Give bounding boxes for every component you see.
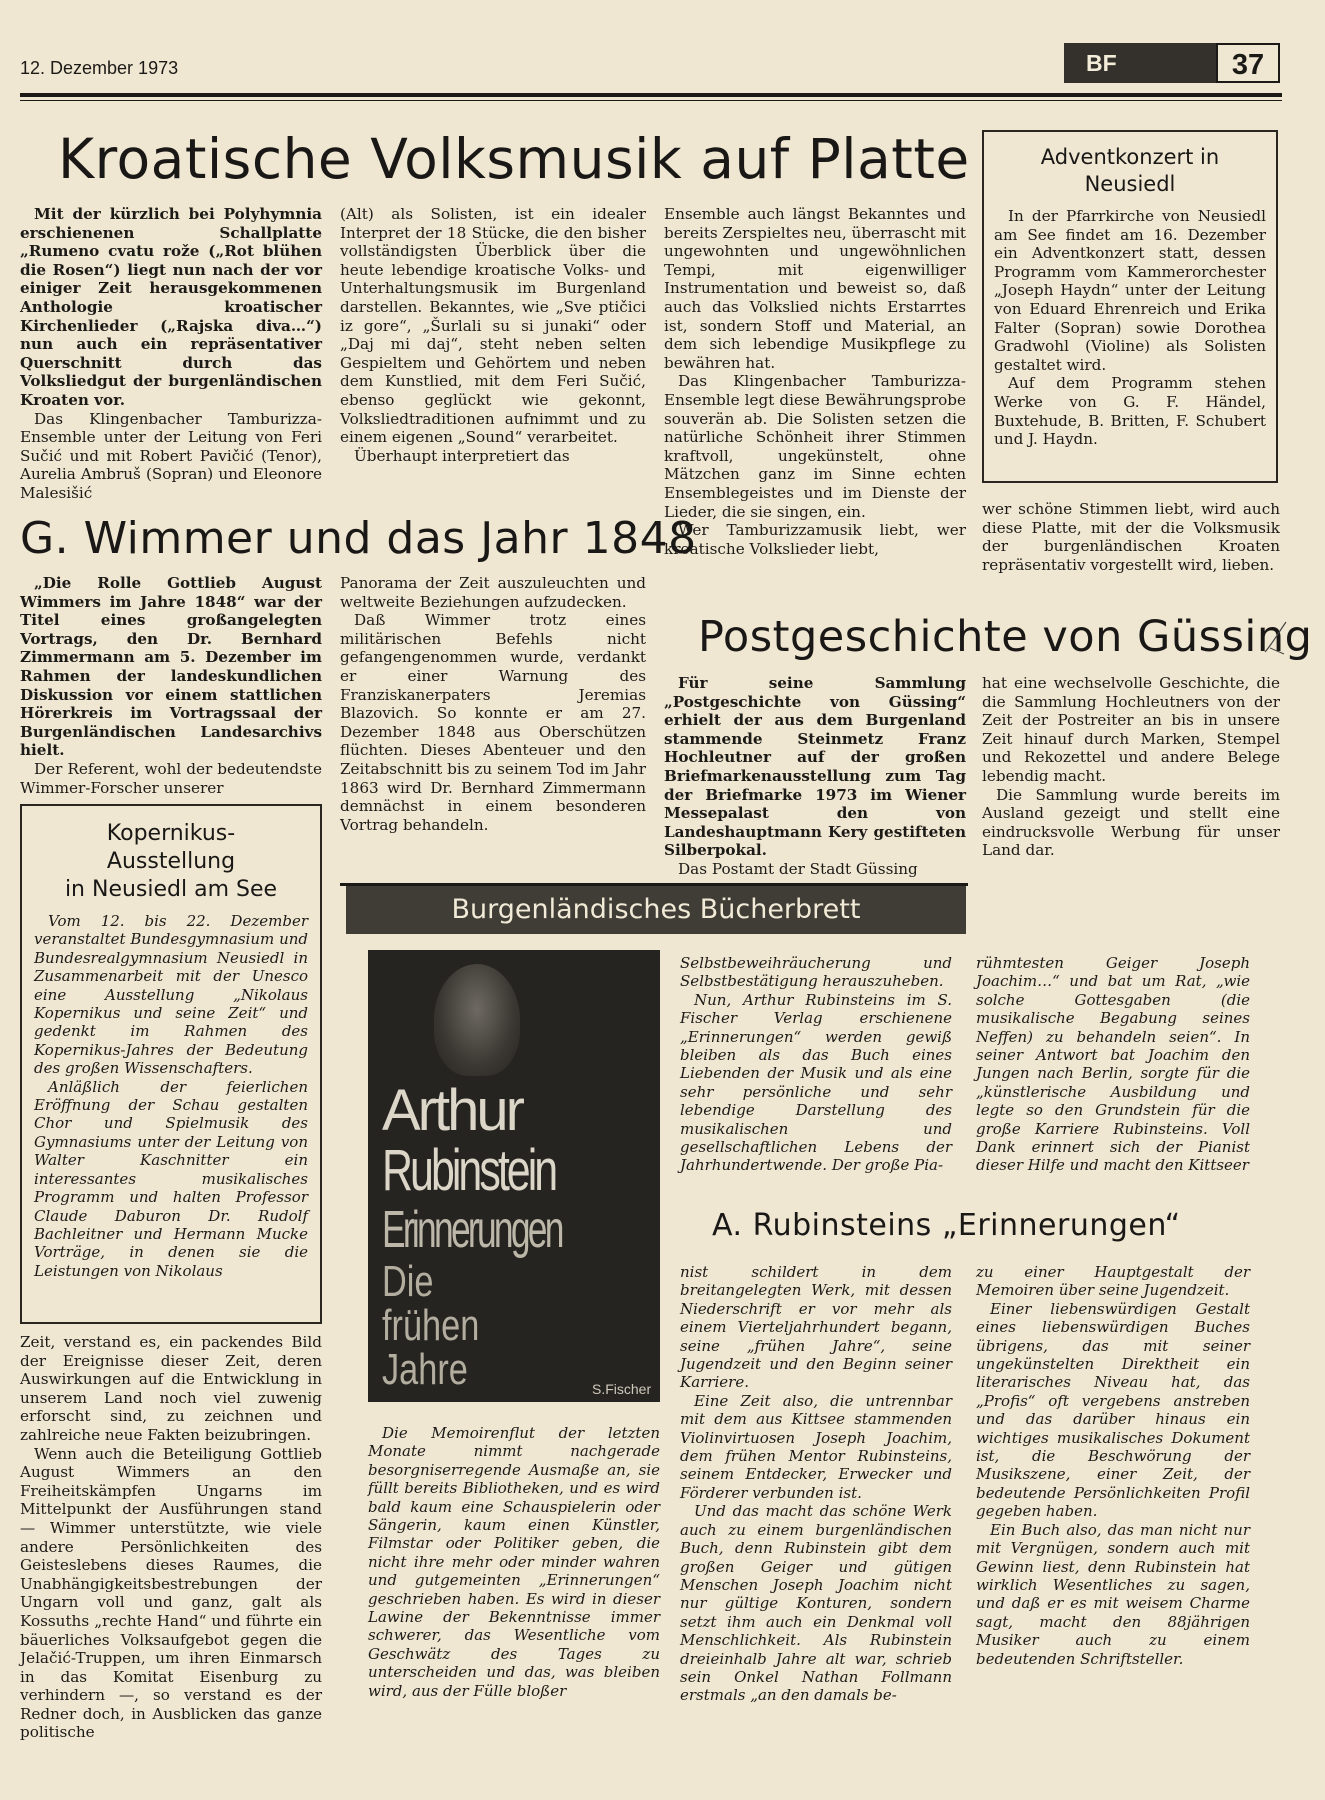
wimmer-continuation bbox=[20, 1333, 322, 1742]
post-paragraph: Das Postamt der Stadt Güssing bbox=[678, 859, 918, 878]
rubinstein-paragraph: Die Memoirenflut der letzten Monate nimmt nachgerade besorgniserregende Ausmaße an, sie füllt bereits Bibliotheken, und es wird bald kaum eine Schauspielerin oder Sängerin, kaum einen Künstler, Filmstar oder Politiker geben, die nicht ihre mehr oder minder wahren und gutgemeinten „Erinnerungen“ geschrieben haben. Es wird in dieser Lawine der Bekenntnisse immer schwerer, das Wesentliche vom Geschwätz des Tages zu unterscheiden und das, was bleiben wird, aus der Fülle bloßer bbox=[368, 1424, 660, 1700]
cover-author-first: Arthur bbox=[382, 1078, 522, 1143]
kopernikus-title-line: Ausstellung bbox=[106, 849, 236, 874]
header-rule-thin bbox=[20, 100, 1282, 101]
cover-subtitle-2: frühen bbox=[382, 1301, 480, 1350]
wimmer-col-1 bbox=[20, 574, 322, 797]
advent-paragraph: In der Pfarrkirche von Neusiedl am See findet am 16. Dezember ein Adventkonzert statt, dessen Programm vom Kammerorchester „Joseph Haydn“ unter der Leitung von Eduard Ehrenreich und Erika Falter (Sopran) sowie Dorothea Gradwohl (Violine) als Solisten gestaltet wird. bbox=[994, 207, 1266, 374]
header-rule bbox=[20, 93, 1282, 97]
rubinstein-col-c bbox=[680, 1263, 952, 1705]
buecherbrett-banner: Burgenländisches Bücherbrett bbox=[346, 886, 966, 934]
kopernikus-paragraph: Vom 12. bis 22. Dezember veranstaltet Bundesgymnasium und Bundesrealgymnasium Neusiedl in Zusammenarbeit mit der Unesco eine Ausstellung „Nikolaus Kopernikus und seine Zeit“ und gedenkt im Rahmen des Kopernikus-Jahres der Bedeutung des großen Wissenschafters. bbox=[34, 912, 308, 1078]
section-tag bbox=[1064, 43, 1216, 83]
section-tag-label: BF bbox=[1086, 50, 1117, 76]
advent-title: Adventkonzert in Neusiedl bbox=[1040, 145, 1220, 196]
rubinstein-col-b bbox=[976, 954, 1250, 1175]
kroatische-paragraph: wer schöne Stimmen liebt, wird auch diese Platte, mit der die Volksmusik der burgenländischen Kroaten repräsentativ vorgestellt wird, lieben. bbox=[982, 500, 1280, 574]
rubinstein-paragraph: Und das macht das schöne Werk auch zu einem burgenländischen Buch, denn Rubinstein gibt dem großen Geiger und gütigen Menschen Joseph Joachim nicht nur gültige Konturen, sondern setzt ihm auch ein Denkmal voll Menschlichkeit. Als Rubinstein dreieinhalb Jahre alt war, schrieb sein Onkel Nathan Follmann erstmals „an den damals be- bbox=[680, 1502, 952, 1705]
book-cover bbox=[368, 950, 660, 1402]
cover-subtitle-1: Die bbox=[382, 1257, 434, 1306]
author-portrait bbox=[434, 964, 520, 1076]
rubinstein-col-a bbox=[680, 954, 952, 1175]
advent-paragraph: Auf dem Programm stehen Werke von G. F. Händel, Buxtehude, B. Britten, F. Schubert und J. Haydn. bbox=[994, 374, 1266, 449]
rubinstein-col-d bbox=[976, 1263, 1250, 1668]
wimmer-lead: „Die Rolle Gottlieb August Wimmers im Jahre 1848“ war der Titel eines großangelegten Vortrags, den Dr. Bernhard Zimmermann am 5. Dezember im Rahmen der landeskundlichen Diskussion vor einem stattlichen Hörerkreis im Vortragssaal der Burgenländischen Landesarchivs hielt. bbox=[20, 574, 322, 760]
kopernikus-title bbox=[34, 820, 308, 904]
rubinstein-paragraph: nist schildert in dem breitangelegten Werk, mit dessen Niederschrift er vor mehr als einem Vierteljahrhundert begann, seine „frühen Jahre“, seine Jugendzeit und den Beginn seiner Karriere. bbox=[680, 1263, 952, 1392]
rubinstein-paragraph: Eine Zeit also, die untrennbar mit dem aus Kittsee stammenden Violinvirtuosen Joseph Joachim, dem frühen Mentor Rubinsteins, seinem Entdecker, Erwecker und Förderer verbunden ist. bbox=[680, 1391, 952, 1502]
rubinstein-paragraph: Einer liebenswürdigen Gestalt eines liebenswürdigen Buches übrigens, das mit seiner ungekünstelten Direktheit ein literarisches Niveau hat, das „Profis“ oft vergebens anstreben und das darüber hinaus ein wichtiges musikalisches Dokument ist, die Beschwörung der Musikszene, einer Zeit, der bedeutende Persönlichkeiten Profil gegeben haben. bbox=[976, 1299, 1250, 1521]
kroatische-paragraph: Überhaupt interpretiert das bbox=[354, 446, 570, 465]
rubinstein-under-cover bbox=[368, 1424, 660, 1700]
post-lead: Für seine Sammlung „Postgeschichte von Güssing“ erhielt der aus dem Burgenland stammende Steinmetz Franz Hochleutner auf der großen Briefmarkenausstellung zum Tag der Briefmarke 1973 im Wiener Messepalast den von Landeshauptmann Kery gestifteten Silberpokal. bbox=[664, 674, 966, 860]
advent-box bbox=[982, 130, 1278, 483]
post-paragraph: Die Sammlung wurde bereits im Ausland gezeigt und stellt eine eindrucksvolle Werbung für unser Land dar. bbox=[982, 785, 1280, 860]
wimmer-paragraph: Zeit, verstand es, ein packendes Bild der Ereignisse dieser Zeit, deren Auswirkungen auf die Entwicklung in unserem Land noch viel zuwenig erforscht sind, zu zeichnen und zahlreiche neue Fakten beizubringen. bbox=[20, 1333, 322, 1444]
wimmer-paragraph: Wenn auch die Beteiligung Gottlieb August Wimmers an den Freiheitskämpfen Ungarns im Mittelpunkt der Ausführungen stand — Wimmer unterstützte, wie viele andere Persönlichkeiten des Geisteslebens dieses Raumes, die Unabhängigkeitsbestrebungen der Ungarn voll und ganz, galt als Kossuths „rechte Hand“ und führte ein bäuerliches Volksaufgebot gegen die Jelačić-Truppen, um ihren Einmarsch in das Komitat Eisenburg zu verhindern —, so verstand es der Redner doch, in Ausblicken das ganze politische bbox=[20, 1444, 322, 1742]
pencil-mark bbox=[1262, 618, 1288, 658]
kopernikus-box bbox=[20, 804, 322, 1324]
wimmer-paragraph: Panorama der Zeit auszuleuchten und weltweite Beziehungen aufzudecken. bbox=[340, 574, 646, 611]
kopernikus-paragraph: Anläßlich der feierlichen Eröffnung der Schau gestalten Chor und Spielmusik des Gymnasiums unter der Leitung von Walter Kaschnitter ein interessantes musikalisches Programm und halten Professor Claude Daburon Dr. Rudolf Bachleitner und Hermann Mucke Vorträge, in denen sie die Leistungen von Nikolaus bbox=[34, 1077, 308, 1280]
cover-publisher: S.Fischer bbox=[592, 1381, 652, 1397]
rubinstein-paragraph: Nun, Arthur Rubinsteins im S. Fischer Verlag erschienene „Erinnerungen“ werden gewiß bleiben als das Buch eines Liebenden der Musik und als eine sehr persönliche und sehr lebendige Darstellung des musikalischen und gesellschaftlichen Lebens der Jahrhundertwende. Der große Pia- bbox=[680, 990, 952, 1175]
cover-title: Erinnerungen bbox=[382, 1201, 562, 1259]
advent-text bbox=[994, 207, 1266, 449]
kroatische-paragraph: (Alt) als Solisten, ist ein idealer Interpret der 18 Stücke, die den bisher vollständigsten Überblick über die heute lebendige kroatische Volks- und Unterhaltungsmusik im Burgenland darstellen. Bekanntes, wie „Sve ptičici iz gore“, „Šurlali su si junaki“ oder „Daj mi daj“, steht neben selten Gespieltem und Gehörtem und neben dem Kunstlied, mit dem Feri Sučić, ebenso geglückt wie gekonnt, Volksliedtraditionen aufnimmt und zu einem eigenen „Sound“ verarbeitet. bbox=[340, 205, 646, 447]
kroatische-paragraph: Ensemble auch längst Bekanntes und bereits Zerspieltes neu, überrascht mit ungewohnten und ungewöhnlichen Tempi, mit eigenwilliger Instrumentation und beweist so, daß auch das Volkslied nichts Erstarrtes ist, sondern Stoff und Material, an dem sich lebendige Musikpflege zu bewähren hat. bbox=[664, 205, 966, 372]
wimmer-paragraph: Der Referent, wohl der bedeutendste Wimmer-Forscher unserer bbox=[20, 759, 322, 797]
headline-kroatische: Kroatische Volksmusik auf Platte bbox=[58, 127, 970, 191]
post-col-2 bbox=[982, 674, 1280, 860]
kopernikus-text bbox=[34, 912, 308, 1280]
post-col-1 bbox=[664, 674, 966, 879]
kroatische-paragraph: Wer Tamburizzamusik liebt, wer kroatische Volkslieder liebt, bbox=[664, 521, 966, 558]
kopernikus-title-line: Kopernikus- bbox=[106, 821, 236, 846]
page-date: 12. Dezember 1973 bbox=[20, 58, 179, 78]
kroatische-paragraph: Das Klingenbacher Tamburizza-Ensemble unter der Leitung von Feri Sučić und mit Robert Pavičić (Tenor), Aurelia Ambruš (Sopran) und Eleonore Malesišić bbox=[20, 409, 322, 502]
rubinstein-paragraph: Selbstbeweihräucherung und Selbstbestätigung herauszuheben. bbox=[680, 954, 952, 991]
wimmer-col-2 bbox=[340, 574, 646, 834]
cover-subtitle-3: Jahre bbox=[382, 1345, 468, 1394]
rubinstein-paragraph: Ein Buch also, das man nicht nur mit Vergnügen, sondern auch mit Gewinn liest, denn Rubinstein hat wirklich Wesentliches zu sagen, und daß er es mit weisem Charme sagt, macht den 88jährigen Musiker auch zu einem bedeutenden Schriftsteller. bbox=[976, 1520, 1250, 1668]
pencil-mark-icon bbox=[1262, 618, 1288, 658]
page-number: 37 bbox=[1216, 43, 1280, 83]
wimmer-paragraph: Daß Wimmer trotz eines militärischen Befehls nicht gefangengenommen wurde, verdankt er einer Warnung des Franziskanerpaters Jeremias Blazovich. So konnte er am 27. Dezember 1848 aus Oberschützen flüchten. Dieses Abenteuer und den Zeitabschnitt bis zu seinem Tod im Jahr 1863 wird Dr. Bernhard Zimmermann demnächst in einem besonderen Vortrag behandeln. bbox=[340, 611, 646, 834]
kroatische-col-3 bbox=[664, 205, 966, 558]
kroatische-col-1 bbox=[20, 205, 322, 503]
kroatische-paragraph: Das Klingenbacher Tamburizza-Ensemble legt diese Bewährungsprobe souverän ab. Die Solisten setzen die natürliche Schönheit ihrer Stimmen kraftvoll, ungekünstelt, ohne Mätzchen ganz im Sinne echten Ensemblegeistes und im Dienste der Lieder, die sie singen, ein. bbox=[664, 372, 966, 521]
kroatische-lead: Mit der kürzlich bei Polyhymnia erschienenen Schallplatte „Rumeno cvatu rože („Rot blühen die Rosen“) liegt nun nach der vor einiger Zeit herausgekommenen Anthologie kroatischer Kirchenlieder („Rajska diva…“) nun auch ein repräsentativer Querschnitt durch das Volksliedgut der burgenländischen Kroaten vor. bbox=[20, 205, 322, 409]
cover-author-last: Rubinstein bbox=[382, 1138, 556, 1203]
kroatische-col-2 bbox=[340, 205, 646, 465]
headline-rubinstein: A. Rubinsteins „Erinnerungen“ bbox=[712, 1208, 1181, 1243]
post-paragraph: hat eine wechselvolle Geschichte, die die Sammlung Hochleutners von der Zeit der Postreiter an bis in unsere Zeit hinauf durch Marken, Stempel und Rekozettel und andere Belege lebendig macht. bbox=[982, 674, 1280, 785]
kopernikus-title-line: in Neusiedl am See bbox=[64, 877, 278, 902]
kroatische-col-4 bbox=[982, 500, 1280, 574]
rubinstein-paragraph: zu einer Hauptgestalt der Memoiren über seine Jugendzeit. bbox=[976, 1263, 1250, 1300]
headline-wimmer: G. Wimmer und das Jahr 1848 bbox=[20, 513, 697, 564]
rubinstein-paragraph: rühmtesten Geiger Joseph Joachim…“ und bat um Rat, „wie solche Gottesgaben (die musikalische Begabung seines Neffen) zu behandeln seien“. In seiner Antwort bat Joachim den Jungen nach Berlin, sorgte für die „künstlerische Ausbildung und legte so den Grundstein für die große Karriere Rubinsteins. Voll Dank erinnert sich der Pianist dieser Hilfe und macht den Kittseer bbox=[976, 954, 1250, 1175]
headline-post: Postgeschichte von Güssing bbox=[698, 612, 1313, 662]
